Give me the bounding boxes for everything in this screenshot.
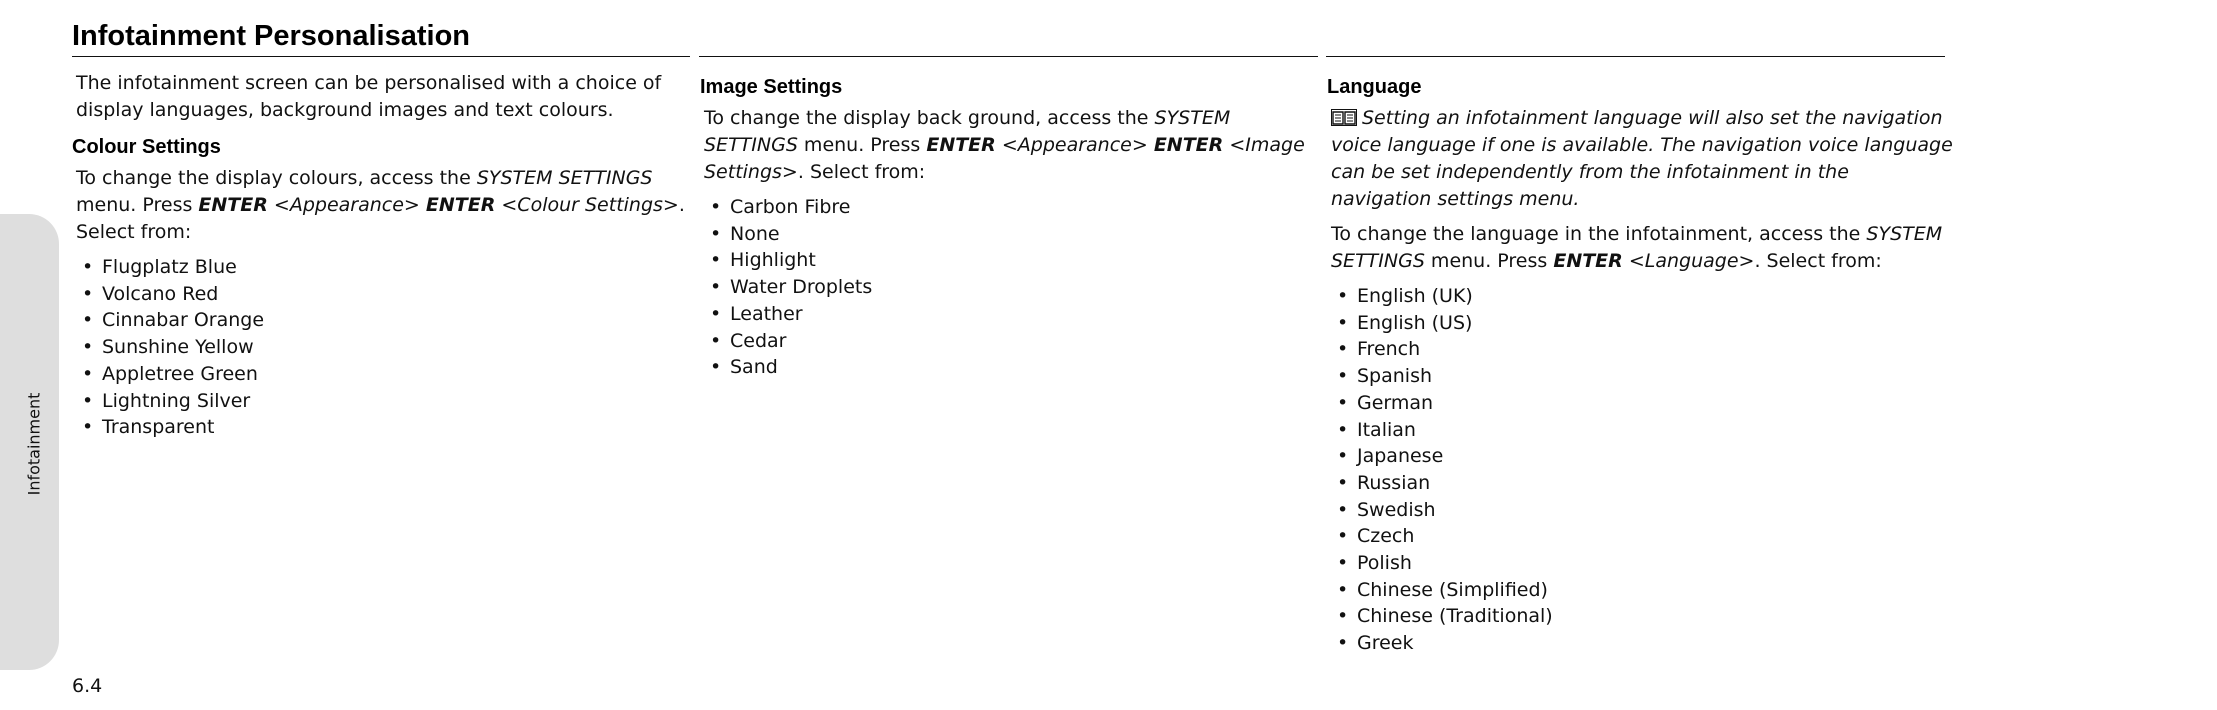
image-instructions: To change the display back ground, access the SYSTEM SETTINGS menu. Press ENTER <Appearance> ENTER <Image Settings>. Select from: [704,107,1305,183]
column-rule-language [1326,56,1945,57]
menu-option: <Appearance> [273,194,420,216]
list-item: • Appletree Green [82,361,700,388]
list-item: • Sand [710,354,1328,381]
list-item: • Highlight [710,247,1328,274]
list-item: • Swedish [1337,497,1955,524]
colour-instructions: To change the display colours, access the SYSTEM SETTINGS menu. Press ENTER <Appearance> ENTER <Colour Settings>. Select from: [76,167,685,243]
list-item: • Sunshine Yellow [82,334,700,361]
column-rule-image [699,56,1318,57]
list-item: • Carbon Fibre [710,194,1328,221]
enter-key: ENTER [1153,134,1224,156]
list-item: • Cinnabar Orange [82,307,700,334]
list-item: • Spanish [1337,363,1955,390]
menu-option: <Language> [1628,250,1755,272]
enter-key: ENTER [198,194,268,216]
menu-option: <Appearance> [1001,134,1148,156]
menu-name: SYSTEM SETTINGS [704,107,1231,156]
column-colour-settings [72,70,700,441]
list-item: • Lightning Silver [82,388,700,415]
side-tab-label: Infotainment [24,392,44,496]
list-item: • German [1337,390,1955,417]
column-language [1327,70,1955,657]
list-item: • Czech [1337,523,1955,550]
language-options-list [1327,283,1955,657]
language-note: Setting an infotainment language will also set the navigation voice language if one is available. The navigation voice language can be set independently from the infotainment in the navigation settings menu. [1331,107,1953,210]
menu-name: SYSTEM SETTINGS [476,167,653,189]
list-item: • Flugplatz Blue [82,254,700,281]
language-heading: Language [1327,76,1422,98]
list-item: • Japanese [1337,443,1955,470]
intro-text: The infotainment screen can be personalised with a choice of display languages, background images and text colours. [76,72,662,121]
list-item: • None [710,221,1328,248]
list-item: • Cedar [710,328,1328,355]
page-number: 6.4 [72,675,103,697]
image-options-list [700,194,1328,381]
colour-settings-heading: Colour Settings [72,136,221,158]
image-settings-heading: Image Settings [700,76,843,98]
colour-options-list [72,254,700,441]
language-instructions: To change the language in the infotainment, access the SYSTEM SETTINGS menu. Press ENTER <Language>. Select from: [1331,223,1943,272]
list-item: • Leather [710,301,1328,328]
list-item: • Russian [1337,470,1955,497]
enter-key: ENTER [926,134,996,156]
column-rule-colour [72,56,690,57]
list-item: • Transparent [82,414,700,441]
column-image-settings [700,70,1328,381]
menu-option: <Colour Settings> [501,194,679,216]
list-item: • Polish [1337,550,1955,577]
page-title: Infotainment Personalisation [72,20,470,52]
book-icon [1331,109,1357,126]
list-item: • Chinese (Simplified) [1337,577,1955,604]
list-item: • Italian [1337,417,1955,444]
list-item: • English (US) [1337,310,1955,337]
enter-key: ENTER [1553,250,1623,272]
list-item: • Volcano Red [82,281,700,308]
enter-key: ENTER [425,194,496,216]
menu-name: SYSTEM SETTINGS [1331,223,1943,272]
list-item: • Chinese (Traditional) [1337,603,1955,630]
list-item: • Greek [1337,630,1955,657]
list-item: • French [1337,336,1955,363]
list-item: • Water Droplets [710,274,1328,301]
menu-option: <Image Settings> [704,134,1305,183]
list-item: • English (UK) [1337,283,1955,310]
